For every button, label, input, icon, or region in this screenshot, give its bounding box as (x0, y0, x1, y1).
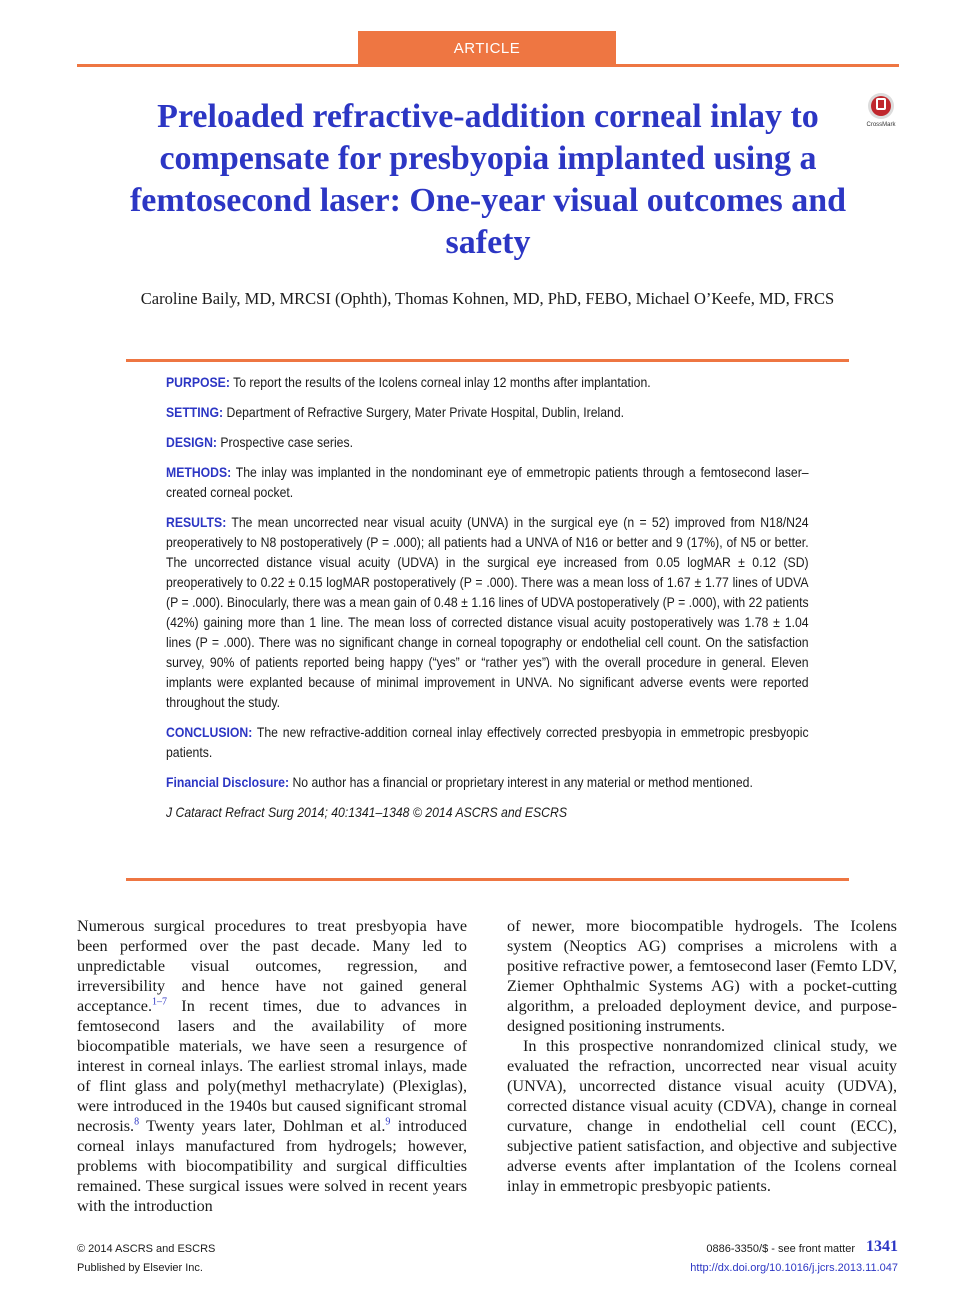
intro-text-d: introduced corneal inlays manufactured from hydrogels; however, problems with biocompatibility and surgical difficulties remained. These surgical issues were solved in recent years with the introduction (77, 1117, 467, 1215)
abstract-results (166, 513, 809, 713)
crossmark-badge[interactable] (862, 92, 900, 132)
header-rule (77, 64, 899, 67)
abstract-design (166, 433, 809, 453)
methods-text: The inlay was implanted in the nondominant eye of emmetropic patients through a femtosecond laser–created corneal pocket. (166, 465, 809, 500)
reference-link-1-7[interactable]: 1–7 (152, 996, 168, 1008)
abstract-disclosure (166, 773, 809, 793)
purpose-text: To report the results of the Icolens corneal inlay 12 months after implantation. (229, 375, 651, 390)
disclosure-text: No author has a financial or proprietary interest in any material or method mentioned. (289, 775, 753, 790)
design-label: DESIGN: (166, 435, 217, 450)
footer-copyright: © 2014 ASCRS and ESCRS (77, 1243, 216, 1255)
conclusion-label: CONCLUSION: (166, 725, 253, 740)
footer-publisher: Published by Elsevier Inc. (77, 1262, 203, 1274)
crossmark-icon (862, 92, 900, 122)
purpose-label: PURPOSE: (166, 375, 230, 390)
abstract-conclusion (166, 723, 809, 763)
setting-label: SETTING: (166, 405, 224, 420)
disclosure-label: Financial Disclosure: (166, 775, 290, 790)
crossmark-label: CrossMark (866, 122, 896, 128)
intro-paragraph-1-cont: of newer, more biocompatible hydrogels. The Icolens system (Neoptics AG) comprises a microlens with a positive refractive power, a femtosecond laser (Femto LDV, Ziemer Ophthalmic Systems AG) with a pocket-cutting algorithm, a preloaded deployment device, and purpose-designed positioning instruments. (507, 917, 897, 1035)
intro-text-a: Numerous surgical procedures to treat presbyopia have been performed over the past decade. Many led to unpredictable visual outcomes, regression, and irreversibility and hence have not gained general acceptance. (77, 917, 467, 1015)
abstract-bottom-rule (126, 878, 849, 881)
methods-label: METHODS: (166, 465, 232, 480)
results-label: RESULTS: (166, 515, 227, 530)
intro-text-c: Twenty years later, Dohlman et al. (139, 1117, 386, 1135)
footer-issn: 0886-3350/$ - see front matter (706, 1243, 855, 1255)
reference-link-9[interactable]: 9 (385, 1116, 391, 1128)
page-number: 1341 (866, 1238, 898, 1255)
article-title: Preloaded refractive-addition corneal inlay to compensate for presbyopia implanted using a femtosecond laser: One-year visual outcomes and safety (129, 98, 847, 261)
body-column-right (507, 916, 897, 1196)
journal-citation: J Cataract Refract Surg 2014; 40:1341–1348 © 2014 ASCRS and ESCRS (166, 805, 567, 820)
author-list: Caroline Baily, MD, MRCSI (Ophth), Thomas Kohnen, MD, PhD, FEBO, Michael O’Keefe, MD, FRCS (140, 289, 835, 308)
body-column-left (77, 916, 467, 1216)
design-text: Prospective case series. (216, 435, 353, 450)
doi-link[interactable]: http://dx.doi.org/10.1016/j.jcrs.2013.11.047 (690, 1262, 898, 1274)
abstract-purpose (166, 373, 809, 393)
abstract-methods (166, 463, 809, 503)
article-type-label: ARTICLE (358, 31, 616, 65)
setting-text: Department of Refractive Surgery, Mater Private Hospital, Dublin, Ireland. (223, 405, 625, 420)
intro-paragraph-2: In this prospective nonrandomized clinical study, we evaluated the refraction, uncorrected near visual acuity (UNVA), uncorrected distance visual acuity (UDVA), corrected distance visual acuity (CDVA), change in corneal curvature, change in endothelial cell count (ECC), subjective patient satisfaction, and objective and subjective adverse events after implantation of the Icolens corneal inlay in emmetropic presbyopic patients. (507, 1037, 897, 1195)
conclusion-text: The new refractive-addition corneal inlay effectively corrected presbyopia in emmetropic presbyopic patients. (166, 725, 809, 760)
abstract (166, 373, 809, 833)
results-text: The mean uncorrected near visual acuity (UNVA) in the surgical eye (n = 52) improved from N18/N24 preoperatively to N8 postoperatively (P = .000); all patients had a UNVA of N16 or better and 9 (17%), of N5 or better. The uncorrected distance visual acuity (UDVA) in the surgical eye increased from 0.05 logMAR ± 0.12 (SD) preoperatively to 0.22 ± 0.15 logMAR postoperatively (P = .000). There was a mean loss of 1.67 ± 1.77 lines of UDVA (P = .000). Binocularly, there was a mean gain of 0.48 ± 1.16 lines of UDVA postoperatively (P = .000), with 22 patients (42%) gaining more than 1 line. The mean loss of corrected distance visual acuity postoperatively was 1.78 ± 1.04 lines (P = .000). There was no significant change in corneal topography or endothelial cell count. On the satisfaction survey, 90% of patients reported being happy (“yes” or “rather yes”) with the overall procedure in general. Eleven implants were explanted because of minimal improvement in UNVA. No significant adverse events were reported throughout the study. (166, 515, 809, 710)
intro-paragraph-1 (77, 916, 467, 1216)
abstract-top-rule (126, 359, 849, 362)
intro-text-b: In recent times, due to advances in femtosecond lasers and the availability of more biocompatible materials, we have seen a resurgence of interest in corneal inlays. The earliest stromal inlays, made of flint glass and poly(methyl methacrylate) (Plexiglas), were introduced in the 1940s but caused significant stromal necrosis. (77, 997, 467, 1135)
abstract-setting (166, 403, 809, 423)
reference-link-8[interactable]: 8 (134, 1116, 140, 1128)
